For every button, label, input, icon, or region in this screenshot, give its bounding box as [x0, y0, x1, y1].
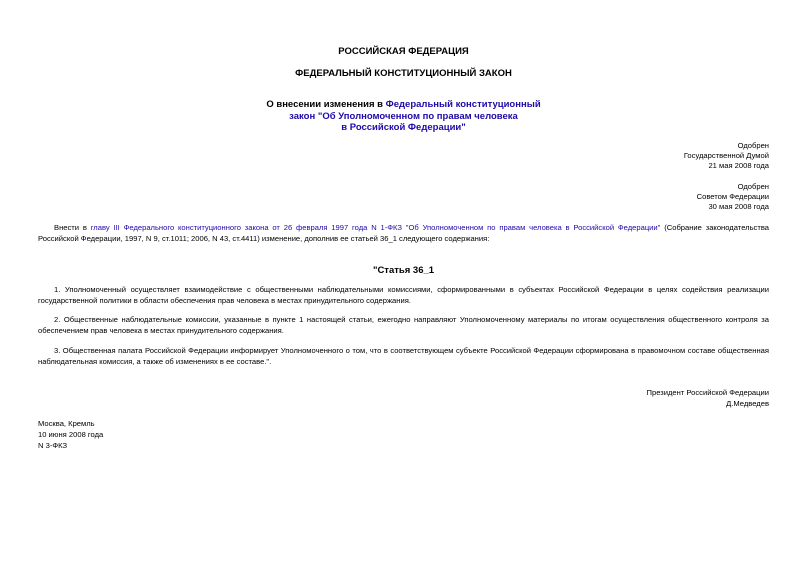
- footer-place: Москва, Кремль: [38, 419, 95, 428]
- title-link-line-1[interactable]: Федеральный конституционный: [385, 99, 541, 110]
- intro-text-1: Внести в: [54, 223, 91, 232]
- approval-council-line-1: Одобрен: [737, 182, 769, 191]
- signature-position: Президент Российской Федерации: [646, 388, 769, 397]
- approval-duma-line-1: Одобрен: [737, 141, 769, 150]
- approval-council-line-3: 30 мая 2008 года: [708, 202, 769, 211]
- title-link-line-3[interactable]: в Российской Федерации": [341, 122, 466, 133]
- title-link-line-2[interactable]: закон "Об Уполномоченном по правам человека: [289, 110, 518, 122]
- article-heading: "Статья 36_1: [372, 265, 435, 276]
- approval-council: [697, 182, 769, 212]
- article-paragraph-2: 2. Общественные наблюдательные комиссии, указанные в пункте 1 настоящей статьи, ежегодно направляют Уполномоченному материалы по итогам осуществления общественного контроля за обеспечением прав человека в местах принудительного содержания.: [38, 315, 769, 335]
- signature-name: Д.Медведев: [726, 399, 769, 408]
- approval-duma-line-2: Государственной Думой: [683, 151, 769, 160]
- approval-duma: [684, 141, 769, 171]
- footer-number: N 3-ФКЗ: [38, 441, 68, 450]
- document-page: [38, 0, 769, 571]
- intro-text-2: (Собрание законодательства Российской Федерации, 1997, N 9, ст.1011; 2006, N 43, ст.4411) изменение, дополнив ее статьей 36_1 следующего содержания:: [38, 223, 769, 243]
- footer-date: 10 июня 2008 года: [38, 430, 104, 439]
- document-title: [38, 99, 769, 134]
- signature-block: [647, 387, 769, 409]
- intro-law-link[interactable]: главу III Федерального конституционного закона от 26 февраля 1997 года N 1-ФКЗ "Об Уполномоченном по правам человека в Российской Федерации": [90, 223, 661, 232]
- country-heading: РОССИЙСКАЯ ФЕДЕРАЦИЯ: [338, 46, 469, 57]
- intro-paragraph: [38, 222, 769, 244]
- approval-duma-line-3: 21 мая 2008 года: [708, 161, 769, 170]
- article-paragraph-3: 3. Общественная палата Российской Федерации информирует Уполномоченного о том, что в соответствующем субъекте Российской Федерации сформирована в правомочном составе общественная наблюдательная комиссия, а также об изменениях в ее составе.".: [38, 346, 769, 366]
- approval-council-line-2: Советом Федерации: [696, 192, 769, 201]
- title-prefix: О внесении изменения в: [266, 99, 386, 110]
- law-type-heading: ФЕДЕРАЛЬНЫЙ КОНСТИТУЦИОННЫЙ ЗАКОН: [295, 68, 512, 79]
- footer-block: [38, 418, 103, 451]
- article-paragraph-1: 1. Уполномоченный осуществляет взаимодействие с общественными наблюдательными комиссиями, сформированными в субъектах Российской Федерации в целях содействия реализации государственной политики в области обеспечения прав человека в местах принудительного содержания.: [38, 285, 769, 305]
